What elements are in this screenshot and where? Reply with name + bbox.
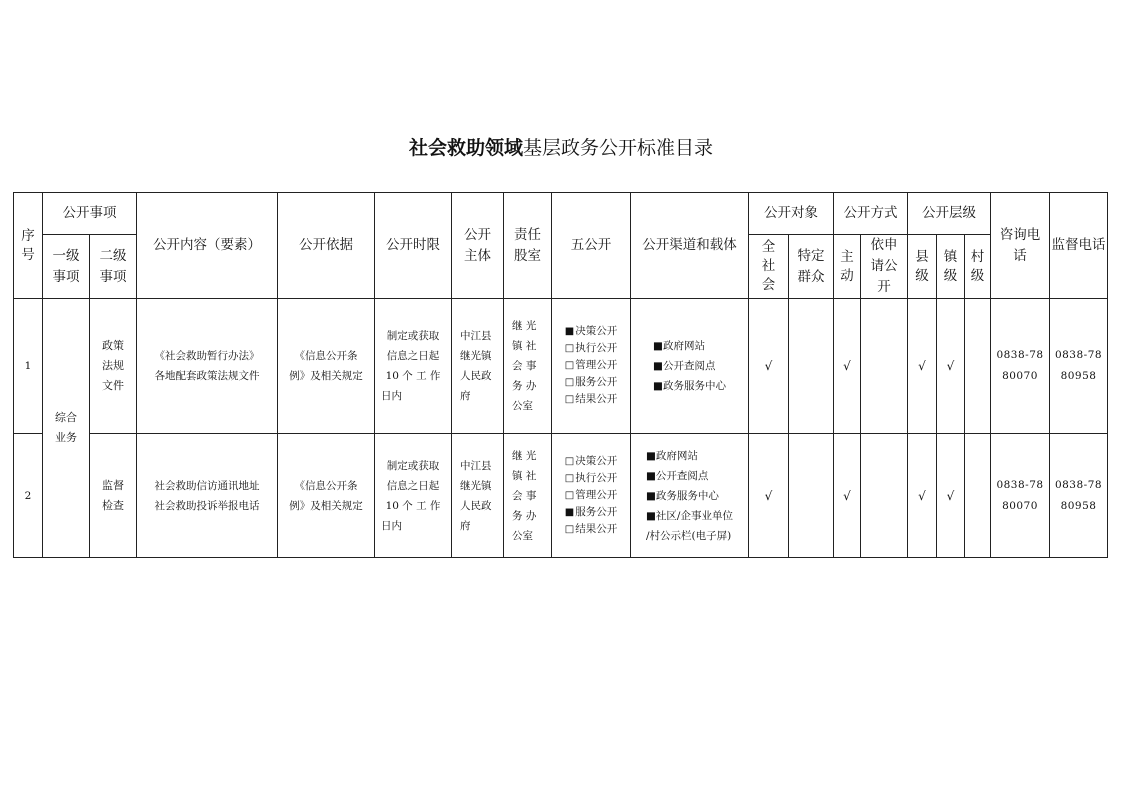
row-supervise: 0838-7880958 bbox=[1050, 434, 1108, 558]
checkbox-icon: □ bbox=[564, 394, 575, 405]
row-five: ■决策公开 □执行公开 □管理公开 □服务公开 □结果公开 bbox=[552, 299, 631, 434]
row-consult: 0838-7880070 bbox=[991, 299, 1050, 434]
title-rest: 基层政务公开标准目录 bbox=[523, 137, 714, 159]
catalog-table bbox=[13, 192, 1108, 558]
row-obj-special bbox=[789, 299, 834, 434]
checkbox-icon: □ bbox=[564, 343, 575, 354]
header-channel: 公开渠道和载体 bbox=[631, 193, 749, 299]
row-level2: 政策法规文件 bbox=[90, 299, 137, 434]
checkbox-icon: □ bbox=[564, 377, 575, 388]
row-supervise: 0838-7880958 bbox=[1050, 299, 1108, 434]
header-obj-special: 特定群众 bbox=[789, 235, 834, 299]
header-matter: 公开事项 bbox=[43, 193, 137, 235]
header-time-limit: 公开时限 bbox=[375, 193, 452, 299]
check-mark-icon: √ bbox=[908, 434, 937, 558]
row-dept: 继 光 镇 社 会 事 务 办 公室 bbox=[504, 299, 552, 434]
check-mark-icon: √ bbox=[937, 434, 965, 558]
row-dept: 继 光 镇 社 会 事 务 办 公室 bbox=[504, 434, 552, 558]
check-mark-icon: √ bbox=[834, 299, 861, 434]
check-mark-icon: √ bbox=[749, 434, 789, 558]
header-t-county: 县级 bbox=[908, 235, 937, 299]
checkbox-icon: □ bbox=[564, 360, 575, 371]
row-seq: 2 bbox=[14, 434, 43, 558]
row-content: 《社会救助暂行办法》 各地配套政策法规文件 bbox=[137, 299, 278, 434]
row-channel: ■政府网站 ■公开查阅点 ■政务服务中心 ■社区/企事业单位 /村公示栏(电子屏) bbox=[631, 434, 749, 558]
row-consult: 0838-7880070 bbox=[991, 434, 1050, 558]
header-content: 公开内容（要素） bbox=[137, 193, 278, 299]
checkbox-icon: ■ bbox=[564, 506, 575, 518]
checkbox-icon: ■ bbox=[564, 326, 575, 337]
row-content: 社会救助信访通讯地址 社会救助投诉举报电话 bbox=[137, 434, 278, 558]
header-dept: 责任股室 bbox=[504, 193, 552, 299]
header-method: 公开方式 bbox=[834, 193, 908, 235]
row-time-limit: 制定或获取 信息之日起 10 个 工 作 日内 bbox=[375, 299, 452, 434]
row-t-village bbox=[965, 434, 991, 558]
row-subject: 中江县 继光镇 人民政 府 bbox=[452, 299, 504, 434]
group-label: 综合业务 bbox=[43, 299, 90, 558]
title-bold: 社会救助领域 bbox=[408, 137, 523, 159]
header-seq: 序号 bbox=[14, 193, 43, 299]
checkbox-icon: □ bbox=[564, 489, 575, 501]
page-title bbox=[0, 133, 1122, 160]
checkbox-icon: □ bbox=[564, 455, 575, 467]
header-consult: 咨询电话 bbox=[991, 193, 1050, 299]
header-level1: 一级事项 bbox=[43, 235, 90, 299]
table-row bbox=[14, 434, 1108, 558]
header-five: 五公开 bbox=[552, 193, 631, 299]
header-subject: 公开主体 bbox=[452, 193, 504, 299]
checkbox-icon: □ bbox=[564, 472, 575, 484]
table-row bbox=[14, 299, 1108, 434]
row-basis: 《信息公开条 例》及相关规定 bbox=[278, 299, 375, 434]
row-basis: 《信息公开条 例》及相关规定 bbox=[278, 434, 375, 558]
header-supervise: 监督电话 bbox=[1050, 193, 1108, 299]
check-mark-icon: √ bbox=[749, 299, 789, 434]
row-m-apply bbox=[861, 434, 908, 558]
row-level2: 监督检查 bbox=[90, 434, 137, 558]
row-t-village bbox=[965, 299, 991, 434]
header-level2: 二级事项 bbox=[90, 235, 137, 299]
row-five: □决策公开 □执行公开 □管理公开 ■服务公开 □结果公开 bbox=[552, 434, 631, 558]
header-m-apply: 依申请公开 bbox=[861, 235, 908, 299]
row-subject: 中江县 继光镇 人民政 府 bbox=[452, 434, 504, 558]
check-mark-icon: √ bbox=[937, 299, 965, 434]
row-m-apply bbox=[861, 299, 908, 434]
row-channel: ■政府网站 ■公开查阅点 ■政务服务中心 bbox=[631, 299, 749, 434]
row-obj-special bbox=[789, 434, 834, 558]
header-row-1 bbox=[14, 193, 1108, 235]
check-mark-icon: √ bbox=[908, 299, 937, 434]
row-time-limit: 制定或获取 信息之日起 10 个 工 作 日内 bbox=[375, 434, 452, 558]
header-basis: 公开依据 bbox=[278, 193, 375, 299]
header-object: 公开对象 bbox=[749, 193, 834, 235]
row-seq: 1 bbox=[14, 299, 43, 434]
header-t-village: 村级 bbox=[965, 235, 991, 299]
header-obj-all: 全社会 bbox=[749, 235, 789, 299]
check-mark-icon: √ bbox=[834, 434, 861, 558]
header-t-town: 镇级 bbox=[937, 235, 965, 299]
checkbox-icon: □ bbox=[564, 523, 575, 535]
header-tier: 公开层级 bbox=[908, 193, 991, 235]
header-m-active: 主动 bbox=[834, 235, 861, 299]
